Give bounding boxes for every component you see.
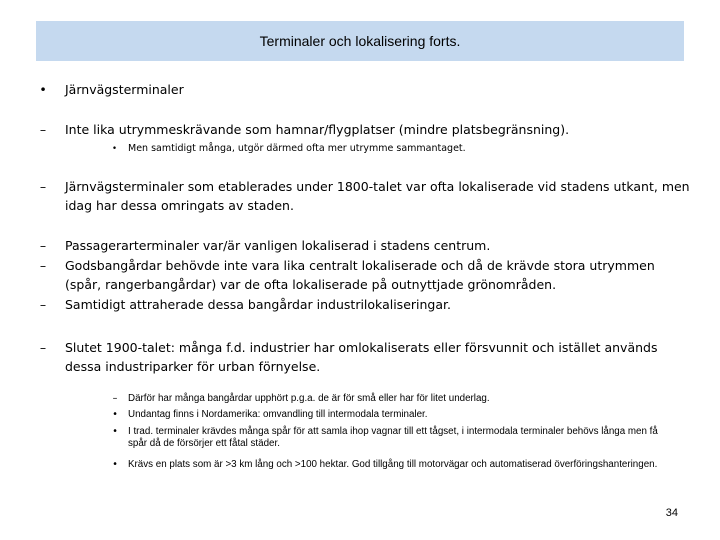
note-text-tracks: I trad. terminaler krävdes många spår för att samla ihop vagnar till ett tågset, i intermodala terminaler behövs långa men få spår då de försörjer ett fåtal städer. [128,426,658,449]
dash-marker: – [39,258,47,273]
dash-marker: – [39,179,47,194]
sub-bullet-text: Men samtidigt många, utgör därmed ofta mer utrymme sammantaget. [128,143,466,154]
note-text-closed-yards: Därför har många bangårdar upphört p.g.a. de är för små eller har för litet underlag. [128,393,490,404]
dash-marker: – [39,238,47,253]
note-marker: • [112,459,118,470]
bullet-text-industry: Samtidigt attraherade dessa bangårdar industrilokaliseringar. [65,297,451,312]
page-number: 34 [665,507,678,519]
note-text-site-requirements: Krävs en plats som är >3 km lång och >100 hektar. God tillgång till motorvägar och automatiserad överföringshanteringen. [128,459,658,470]
note-marker: • [112,409,118,420]
bullet-text-1800s: Järnvägsterminaler som etablerades under 1800-talet var ofta lokaliserade vid stadens utkant, men idag har dessa omringats av staden. [65,179,690,213]
dash-marker: – [39,122,47,137]
sub-bullet-marker: • [112,144,118,154]
bullet-text-passenger: Passagerarterminaler var/är vanligen lokaliserad i stadens centrum. [65,238,491,253]
slide-title: Terminaler och lokalisering forts. [36,21,684,61]
dash-marker: – [39,297,47,312]
bullet-marker: • [39,82,47,97]
bullet-text-freight-yards: Godsbangårdar behövde inte vara lika centralt lokaliserade och då de krävde stora utrymmen (spår, rangerbangårdar) var de ofta lokaliserade på outnyttjade grönområden. [65,258,655,292]
bullet-text-urban-renewal: Slutet 1900-talet: många f.d. industrier har omlokaliserats eller försvunnit och istället används dessa industriparker för urban förnyelse. [65,340,658,374]
dash-marker: – [39,340,47,355]
note-text-north-america: Undantag finns i Nordamerika: omvandling till intermodala terminaler. [128,409,428,420]
note-marker: – [112,393,118,404]
bullet-text-railway-terminals: Järnvägsterminaler [65,82,184,97]
bullet-text-space: Inte lika utrymmeskrävande som hamnar/flygplatser (mindre platsbegränsning). [65,122,570,137]
note-marker: • [112,426,118,437]
